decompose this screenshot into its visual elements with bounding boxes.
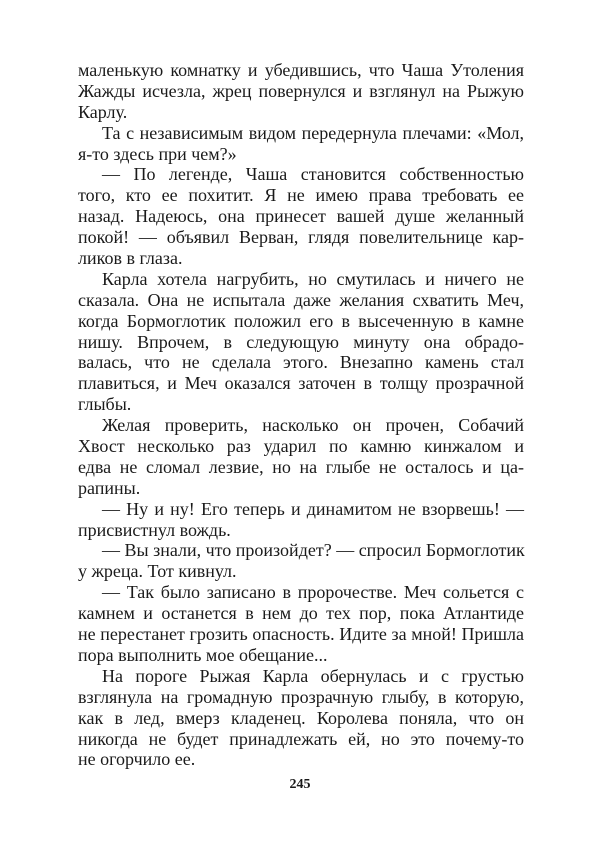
text-line: Жажды исчезла, жрец повернулся и взглянул на Рыжую [78,80,524,101]
page-body-text [78,60,524,770]
text-line: как в лед, вмерз кладенец. Королева поняла, что он [78,707,524,728]
text-line: ликов в глаза. [78,248,183,269]
text-line: сказала. Она не испытала даже желания схватить Меч, [78,289,524,310]
text-line: едва не сломал лезвие, но на глыбе не осталось и ца- [78,456,524,477]
text-line: покой! — объявил Верван, глядя повелительнице кар- [78,227,524,248]
paragraph [78,60,524,123]
text-line: не перестанет грозить опасность. Идите за мной! Пришла [78,624,524,645]
text-line: Хвост несколько раз ударил по камню кинжалом и [78,436,524,457]
page-number: 245 [289,777,311,792]
text-line: На пороге Рыжая Карла обернулась и с грустью [102,665,524,686]
text-line: у жреца. Тот кивнул. [78,561,237,582]
paragraph [78,164,524,268]
text-line: валась, что не сделала этого. Внезапно камень стал [78,352,524,373]
text-line: когда Бормоглотик положил его в высеченную в камне [78,310,524,331]
text-line: глыбы. [78,394,132,415]
text-line: камнем и останется в нем до тех пор, пока Атлантиде [78,603,524,624]
paragraph [78,666,524,770]
text-line: рапины. [78,477,141,498]
text-line: — По легенде, Чаша становится собственностью [102,164,524,185]
text-line: — Так было записано в пророчестве. Меч сольется с [102,582,524,603]
paragraph [78,540,524,582]
text-line: Карлу. [78,101,128,122]
text-line: присвистнул вождь. [78,519,231,540]
text-line: Та с независимым видом передернула плечами: «Мол, [102,122,524,143]
text-line: взглянула на громадную прозрачную глыбу, в которую, [78,686,524,707]
paragraph [78,499,524,541]
text-line: я-то здесь при чем?» [78,143,237,164]
text-line: Карла хотела нагрубить, но смутилась и ничего не [102,268,524,289]
text-line: маленькую комнатку и убедившись, что Чаша Утоления [78,60,524,80]
text-line: никогда не будет принадлежать ей, но это почему-то [78,728,524,749]
text-line: — Ну и ну! Его теперь и динамитом не взорвешь! — [102,498,524,519]
text-line: плавиться, и Меч оказался заточен в толщу прозрачной [78,373,524,394]
text-line: Желая проверить, насколько он прочен, Собачий [102,415,524,436]
text-line: — Вы знали, что произойдет? — спросил Бормоглотик [102,540,525,561]
text-line: того, кто ее похитит. Я не имею права требовать ее [78,185,524,206]
paragraph [78,415,524,499]
paragraph [78,123,524,165]
paragraph [78,269,524,415]
text-line: назад. Надеюсь, она принесет вашей душе желанный [78,206,524,227]
paragraph [78,582,524,666]
text-line: пора выполнить мое обещание... [78,644,328,665]
text-line: нишу. Впрочем, в следующую минуту она обрадо- [78,331,524,352]
text-line: не огорчило ее. [78,749,196,770]
